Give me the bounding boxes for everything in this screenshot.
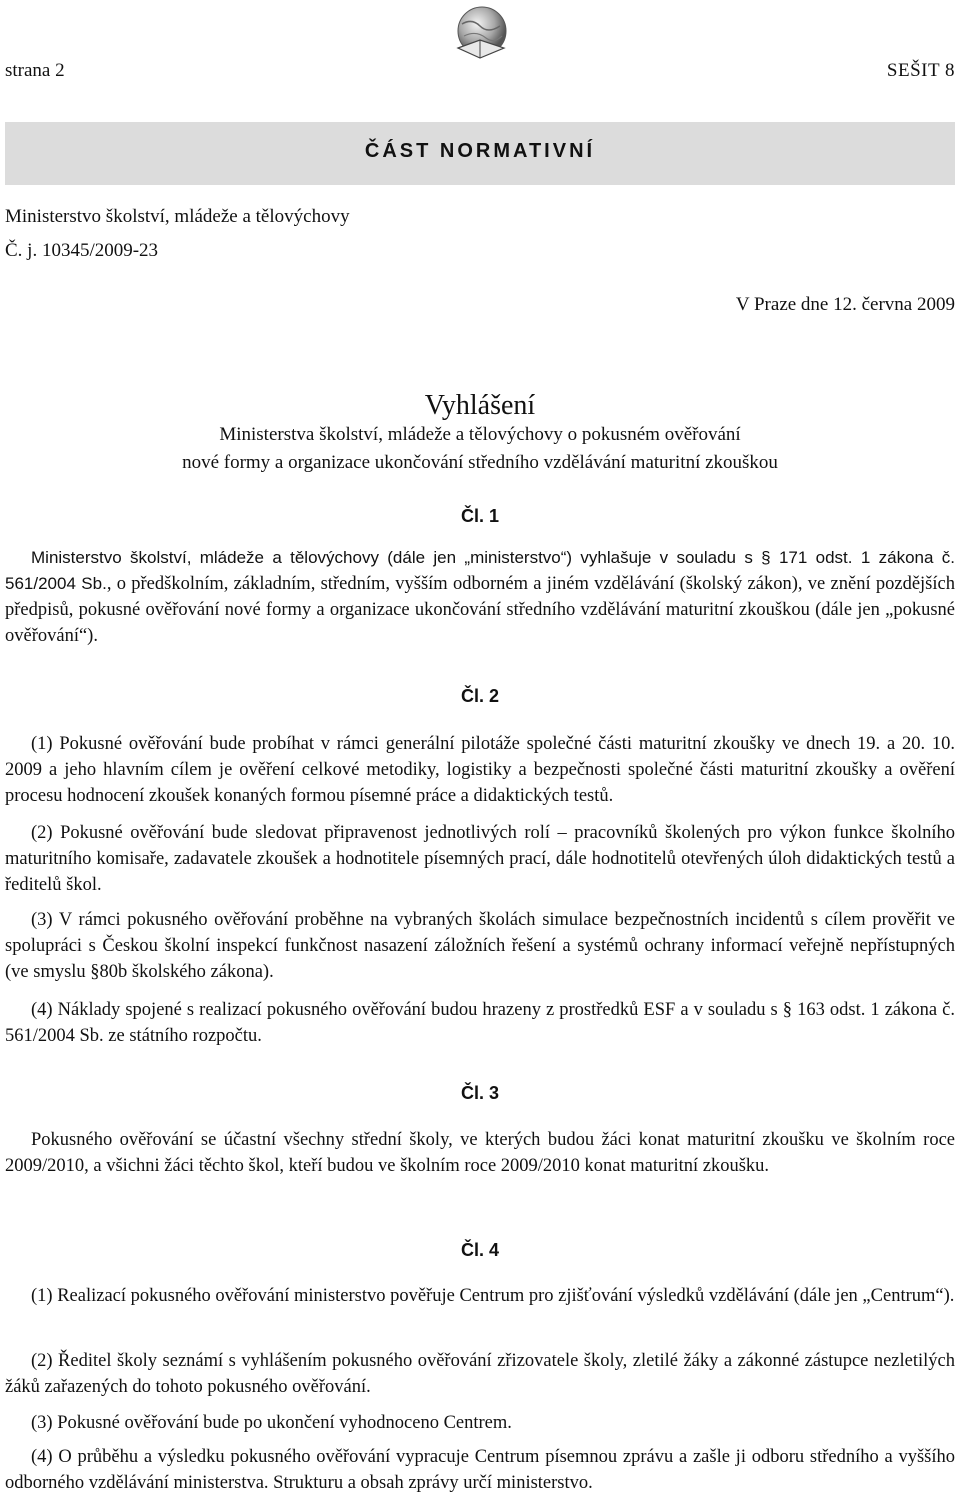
paragraph-text: (3) Pokusné ověřování bude po ukončení vyhodnoceno Centrem. <box>31 1413 512 1433</box>
article-1-paragraph <box>5 545 955 649</box>
paragraph-text: (2) Ředitel školy seznámí s vyhlášením pokusného ověřování zřizovatele školy, zletilé žáky a zákonné zástupce nezletilých žáků zařazených do tohoto pokusného ověřování. <box>5 1351 955 1397</box>
issue-date: V Praze dne 12. června 2009 <box>735 294 955 315</box>
issuer-ministry: Ministerstvo školství, mládeže a tělovýchovy <box>5 206 350 227</box>
paragraph-text: (1) Realizací pokusného ověřování ministerstvo pověřuje Centrum pro zjišťování výsledků vzdělávání (dále jen „Centrum“). <box>31 1286 955 1306</box>
article-4-paragraph-2 <box>5 1348 955 1400</box>
page-number: strana 2 <box>5 60 65 81</box>
issue-label: SEŠIT 8 <box>886 60 955 81</box>
article-4-heading: Čl. 4 <box>460 1240 499 1260</box>
paragraph-text: (2) Pokusné ověřování bude sledovat připravenost jednotlivých rolí – pracovníků školených pro výkon funkce školního maturitního komisaře, zadavatele zkoušek a hodnotitele písemných prací, dále hodnotitelů otevřených úloh didaktických testů a ředitelů škol. <box>5 823 955 895</box>
paragraph-text: (4) O průběhu a výsledku pokusného ověřování vypracuje Centrum písemnou zprávu a zašle ji odboru středního a vyššího odborného vzdělávání ministerstva. Strukturu a obsah zprávy určí ministerstvo. <box>5 1447 955 1493</box>
section-band <box>5 122 955 185</box>
article-3-paragraph <box>5 1127 955 1179</box>
article-4-paragraph-1 <box>5 1283 955 1309</box>
reference-number: Č. j. 10345/2009-23 <box>5 240 159 261</box>
paragraph-text: (1) Pokusné ověřování bude probíhat v rámci generální pilotáže společné části maturitní zkoušky ve dnech 19. a 20. 10. 2009 a jeho hlavním cílem je ověření celkové metodiky, logistiky a bezpečnosti společné části maturitní zkoušky a ověření procesu hodnocení zkoušek konaných formou písemné práce a didaktických testů. <box>5 734 955 806</box>
article-2-paragraph-1 <box>5 731 955 809</box>
article-1-rest: , o předškolním, základním, středním, vyšším odborném a jiném vzdělávání (školský zákon), ve znění pozdějších předpisů, pokusné ověřování nové formy a organizace ukončování středního vzdělávání maturitní zkouškou (dále jen „pokusné ověřování“). <box>5 574 955 646</box>
article-3-heading: Čl. 3 <box>460 1083 499 1103</box>
article-4-paragraph-4 <box>5 1444 955 1496</box>
article-2-paragraph-4 <box>5 997 955 1049</box>
paragraph-text: (3) V rámci pokusného ověřování proběhne na vybraných školách simulace bezpečnostních incidentů s cílem prověřit ve spolupráci s Českou školní inspekcí funkčnost nasazení záložních řešení a systémů ochrany informací veřejně nepřístupných (ve smyslu §80b školského zákona). <box>5 910 955 982</box>
article-2-heading: Čl. 2 <box>460 686 499 706</box>
article-1-sans-part: Ministerstvo školství, mládeže a tělovýchovy (dále jen „ministerstvo“) vyhlašuje v souladu s § 171 odst. 1 zákona č. 561/2004 Sb. <box>5 548 955 593</box>
paragraph-text: Pokusného ověřování se účastní všechny střední školy, ve kterých budou žáci konat maturitní zkoušku ve školním roce 2009/2010, a všichni žáci těchto škol, kteří budou ve školním roce 2009/2010 konat maturitní zkoušku. <box>5 1130 955 1176</box>
article-2-paragraph-3 <box>5 907 955 985</box>
article-1-heading: Čl. 1 <box>460 506 499 526</box>
document-subtitle <box>0 421 960 477</box>
document-title: Vyhlášení <box>424 390 536 421</box>
section-title: ČÁST NORMATIVNÍ <box>364 140 596 162</box>
paragraph-text: (4) Náklady spojené s realizací pokusného ověřování budou hrazeny z prostředků ESF a v souladu s § 163 odst. 1 zákona č. 561/2004 Sb. ze státního rozpočtu. <box>5 1000 955 1046</box>
article-4-paragraph-3 <box>5 1410 955 1436</box>
globe-book-emblem-icon <box>440 4 520 62</box>
subtitle-line: nové formy a organizace ukončování středního vzdělávání maturitní zkouškou <box>182 452 778 473</box>
subtitle-line: Ministerstva školství, mládeže a tělovýchovy o pokusném ověřování <box>219 424 741 445</box>
article-2-paragraph-2 <box>5 820 955 898</box>
